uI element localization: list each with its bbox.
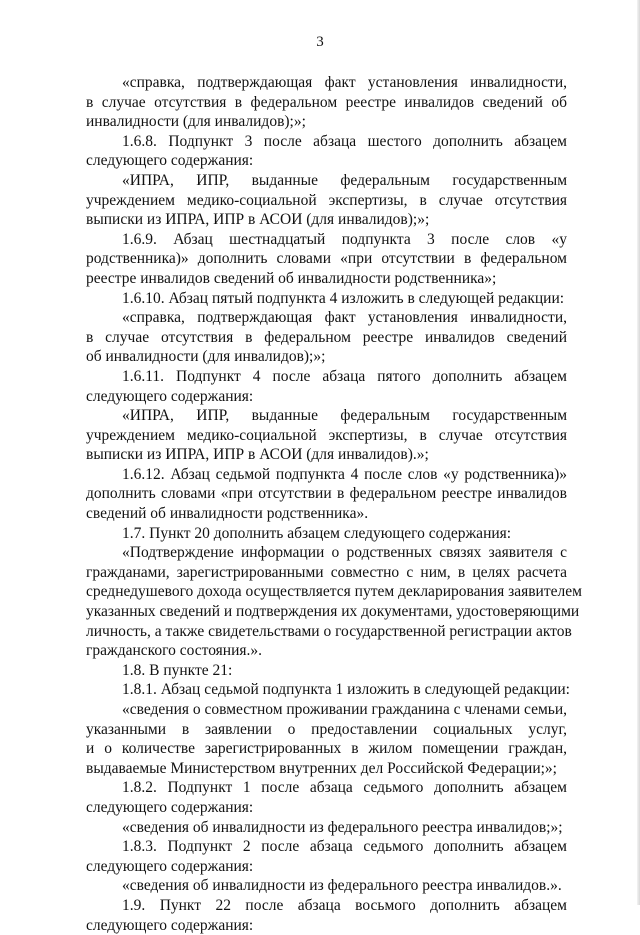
text-line: «справка, подтверждающая факт установления инвалидности, — [122, 74, 567, 91]
text-line: реестре инвалидов сведений об инвалидности родственника»; — [86, 269, 497, 287]
text-line: дополнить словами «при отсутствии в федеральном реестре инвалидов — [86, 485, 567, 503]
text-line: следующего содержания: — [86, 916, 254, 934]
text-line: инвалидности (для инвалидов);»; — [86, 113, 306, 131]
document-body — [86, 73, 582, 935]
text-line: «ИПРА, ИПР, выданные федеральным государственным — [122, 171, 567, 189]
text-line: гражданами, зарегистрированными совместно с ним, в целях расчета — [86, 563, 567, 581]
text-line: «справка, подтверждающая факт установления инвалидности, — [122, 309, 567, 327]
text-line: «Подтверждение информации о родственных связях заявителя с — [122, 544, 567, 562]
text-line: следующего содержания: — [86, 152, 254, 170]
text-line: «ИПРА, ИПР, выданные федеральным государственным — [122, 407, 567, 425]
text-line: «сведения об инвалидности из федерального реестра инвалидов;»; — [122, 818, 563, 836]
text-line: 1.8.1. Абзац седьмой подпункта 1 изложить в следующей редакции: — [122, 681, 570, 699]
text-line: выписки из ИПРА, ИПР в АСОИ (для инвалидов);»; — [86, 211, 430, 229]
text-line: указанных сведений и подтверждения их документами, удостоверяющими — [86, 603, 580, 621]
text-line: в случае отсутствия в федеральном реестре инвалидов сведений об — [86, 93, 567, 111]
text-line: среднедушевого дохода осуществляется путем декларирования заявителем — [86, 583, 582, 601]
text-line: 1.7. Пункт 20 дополнить абзацем следующего содержания: — [122, 524, 512, 542]
text-line: 1.6.10. Абзац пятый подпункта 4 изложить в следующей редакции: — [122, 289, 565, 307]
page-number: 3 — [316, 34, 324, 50]
text-line: следующего содержания: — [86, 387, 254, 405]
text-line: учреждением медико-социальной экспертизы, в случае отсутствия — [86, 426, 567, 444]
text-line: 1.6.9. Абзац шестнадцатый подпункта 3 после слов «у — [122, 230, 567, 248]
text-line: родственника)» дополнить словами «при отсутствии в федеральном — [86, 250, 567, 268]
text-line: «сведения о совместном проживании гражданина с членами семьи, — [122, 701, 567, 718]
text-line: учреждением медико-социальной экспертизы, в случае отсутствия — [86, 191, 567, 209]
text-line: следующего содержания: — [86, 857, 254, 875]
text-line: 1.6.11. Подпункт 4 после абзаца пятого дополнить абзацем — [122, 367, 567, 385]
text-line: 1.9. Пункт 22 после абзаца восьмого дополнить абзацем — [122, 896, 567, 914]
text-line: сведений об инвалидности родственника». — [86, 505, 369, 523]
text-line: выписки из ИПРА, ИПР в АСОИ (для инвалидов).»; — [86, 446, 429, 464]
text-line: указанными в заявлении о предоставлении социальных услуг, — [86, 720, 567, 738]
text-line: личность, а также свидетельствами о государственной регистрации актов — [86, 622, 572, 640]
text-line: следующего содержания: — [86, 798, 254, 816]
text-line: в случае отсутствия в федеральном реестре инвалидов сведений — [86, 328, 567, 346]
text-line: гражданского состояния.». — [86, 642, 262, 660]
text-line: 1.6.8. Подпункт 3 после абзаца шестого дополнить абзацем — [122, 132, 567, 150]
text-line: 1.8.3. Подпункт 2 после абзаца седьмого дополнить абзацем — [122, 838, 567, 856]
text-line: 1.8. В пункте 21: — [122, 661, 233, 679]
text-line: об инвалидности (для инвалидов);»; — [86, 348, 326, 366]
text-line: выдаваемые Министерством внутренних дел Российской Федерации;»; — [86, 759, 557, 777]
text-line: 1.6.12. Абзац седьмой подпункта 4 после слов «у родственника)» — [122, 465, 567, 483]
text-line: и о количестве зарегистрированных в жилом помещении граждан, — [86, 740, 567, 758]
text-line: «сведения об инвалидности из федерального реестра инвалидов.». — [122, 877, 562, 895]
text-line: 1.8.2. Подпункт 1 после абзаца седьмого дополнить абзацем — [122, 779, 567, 797]
